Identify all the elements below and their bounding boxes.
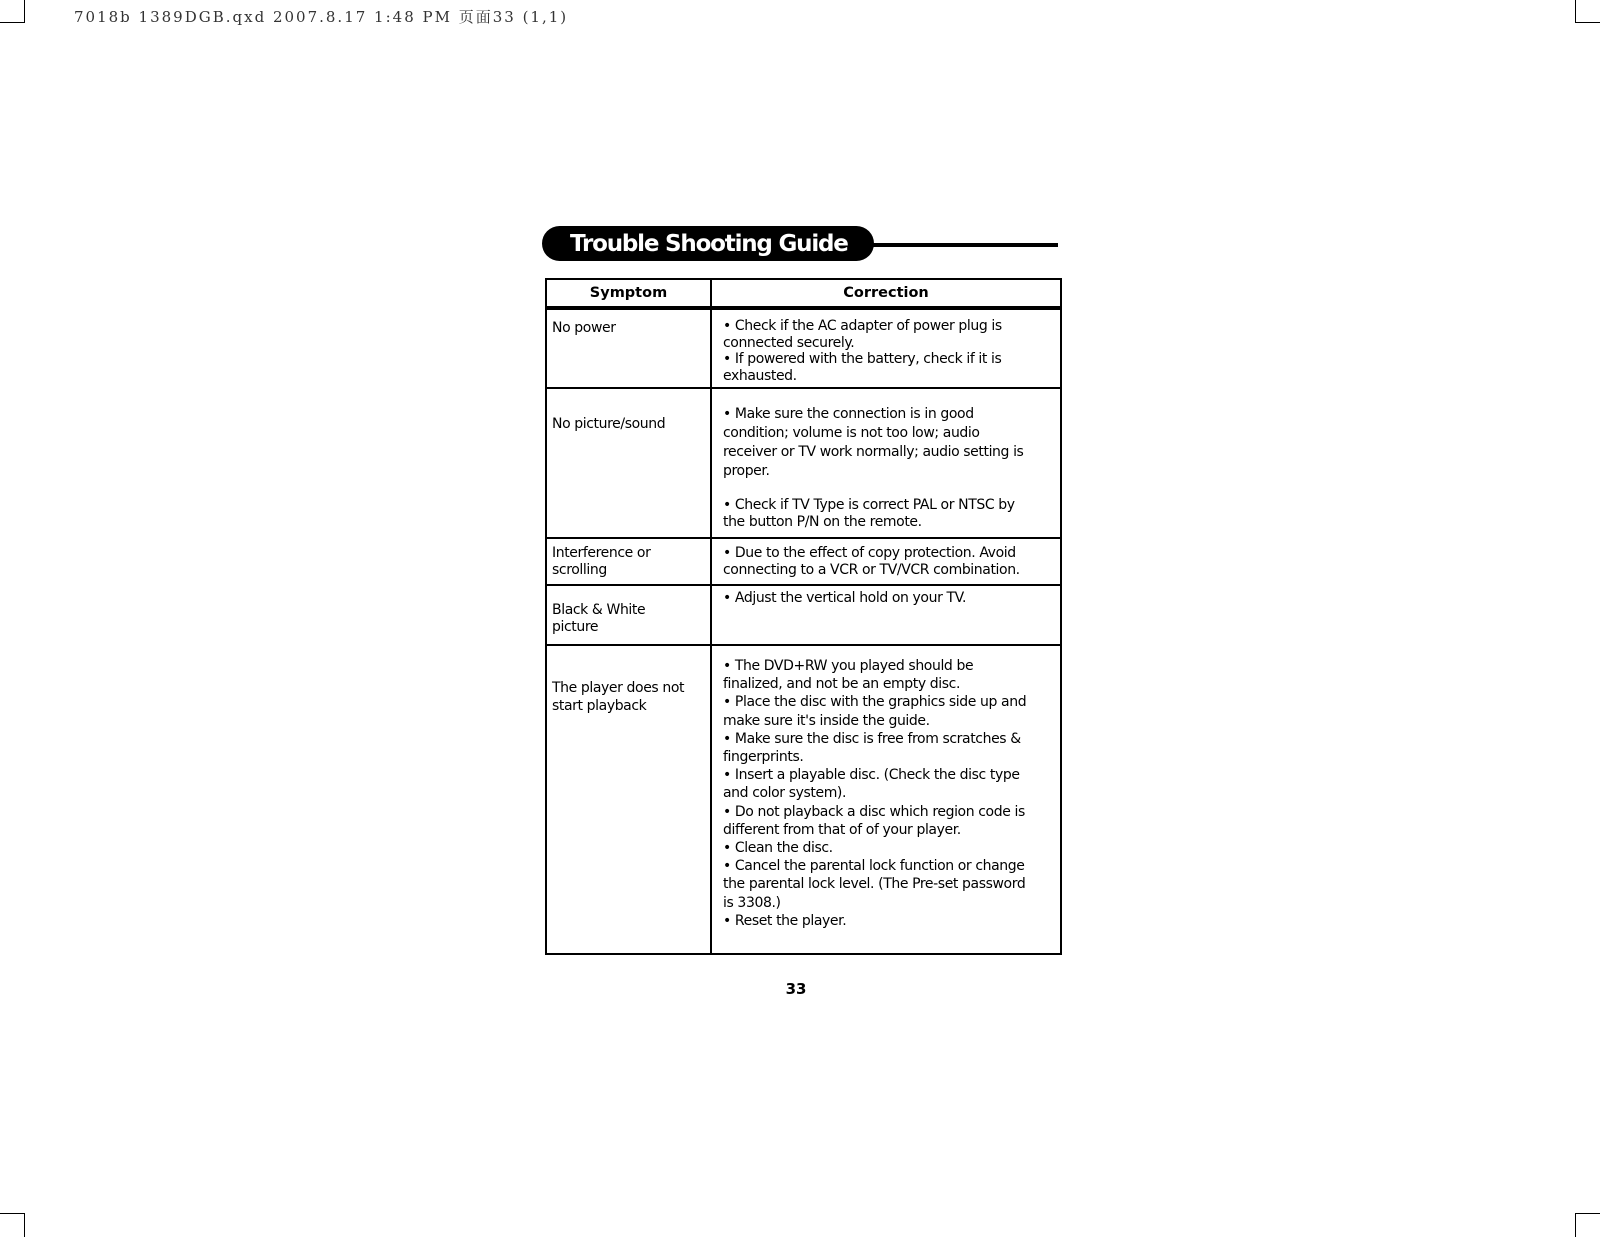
crop-mark-bottom-left-h	[0, 1213, 24, 1214]
symptom-cell	[546, 645, 711, 954]
symptom-cell	[546, 585, 711, 645]
table-row	[546, 585, 1061, 645]
title-rule	[870, 243, 1058, 247]
correction-line: • Insert a playable disc. (Check the disc type	[723, 767, 1020, 784]
correction-line: • Make sure the disc is free from scratches &	[723, 730, 1021, 747]
correction-line: • If powered with the battery, check if it is	[723, 351, 1002, 367]
table-row	[546, 388, 1061, 538]
page-number: 33	[785, 980, 807, 998]
crop-mark-bottom-right-v	[1575, 1213, 1576, 1237]
crop-mark-top-left-h	[0, 22, 24, 23]
correction-line: • Adjust the vertical hold on your TV.	[723, 590, 967, 606]
correction-cell	[711, 308, 1061, 388]
correction-block	[723, 405, 1056, 481]
crop-mark-top-right-v	[1575, 0, 1576, 23]
table-row	[546, 645, 1061, 954]
symptom-text: picture	[552, 618, 599, 635]
correction-line: make sure it's inside the guide.	[723, 712, 930, 729]
symptom-text: The player does not	[552, 680, 685, 696]
correction-line: • Check if the AC adapter of power plug is	[723, 318, 1002, 334]
correction-line: condition; volume is not too low; audio	[723, 425, 980, 441]
correction-header: Correction	[711, 279, 1061, 308]
correction-line: • Place the disc with the graphics side up and	[723, 694, 1027, 711]
symptom-text: Interference or	[552, 545, 651, 561]
symptom-header: Symptom	[546, 279, 711, 308]
table-row	[546, 308, 1061, 388]
correction-line: and color system).	[723, 785, 847, 802]
correction-line: different from that of of your player.	[723, 821, 961, 838]
correction-line: connecting to a VCR or TV/VCR combination.	[723, 561, 1020, 578]
print-slug: 7018b 1389DGB.qxd 2007.8.17 1:48 PM 页面33 (1,1)	[74, 8, 569, 26]
table-header-row	[546, 279, 1061, 308]
table-row	[546, 538, 1061, 585]
correction-line: • Cancel the parental lock function or change	[723, 858, 1025, 875]
crop-mark-top-left-v	[24, 0, 25, 23]
symptom-text: No power	[552, 320, 616, 336]
symptom-text: scrolling	[552, 561, 607, 578]
correction-line: finalized, and not be an empty disc.	[723, 676, 960, 693]
symptom-text: start playback	[552, 698, 647, 715]
troubleshooting-table	[545, 278, 1062, 955]
correction-line: is 3308.)	[723, 894, 781, 911]
symptom-text: No picture/sound	[552, 416, 666, 432]
correction-line: proper.	[723, 463, 770, 479]
correction-line: • Check if TV Type is correct PAL or NTSC by	[723, 497, 1015, 513]
correction-line: • The DVD+RW you played should be	[723, 658, 974, 674]
page-title: Trouble Shooting Guide	[570, 230, 848, 257]
correction-line: • Reset the player.	[723, 912, 847, 929]
correction-line: exhausted.	[723, 367, 797, 384]
correction-line: fingerprints.	[723, 749, 804, 766]
correction-line: • Clean the disc.	[723, 840, 833, 857]
symptom-cell	[546, 388, 711, 538]
crop-mark-bottom-right-h	[1576, 1213, 1600, 1214]
correction-line: • Make sure the connection is in good	[723, 406, 974, 422]
crop-mark-bottom-left-v	[24, 1213, 25, 1237]
correction-cell	[711, 585, 1061, 645]
section-title-pill	[542, 226, 874, 261]
symptom-cell	[546, 538, 711, 585]
correction-line: connected securely.	[723, 334, 855, 351]
correction-line: • Do not playback a disc which region code is	[723, 803, 1025, 820]
correction-cell	[711, 388, 1061, 538]
correction-line: • Due to the effect of copy protection. Avoid	[723, 545, 1016, 561]
symptom-cell	[546, 308, 711, 388]
crop-mark-top-right-h	[1576, 22, 1600, 23]
correction-cell	[711, 538, 1061, 585]
correction-line: receiver or TV work normally; audio setting is	[723, 444, 1024, 460]
symptom-text: Black & White	[552, 602, 646, 618]
paragraph-gap	[723, 481, 1056, 497]
correction-cell	[711, 645, 1061, 954]
correction-line: the parental lock level. (The Pre-set password	[723, 876, 1026, 893]
correction-line: the button P/N on the remote.	[723, 513, 922, 530]
